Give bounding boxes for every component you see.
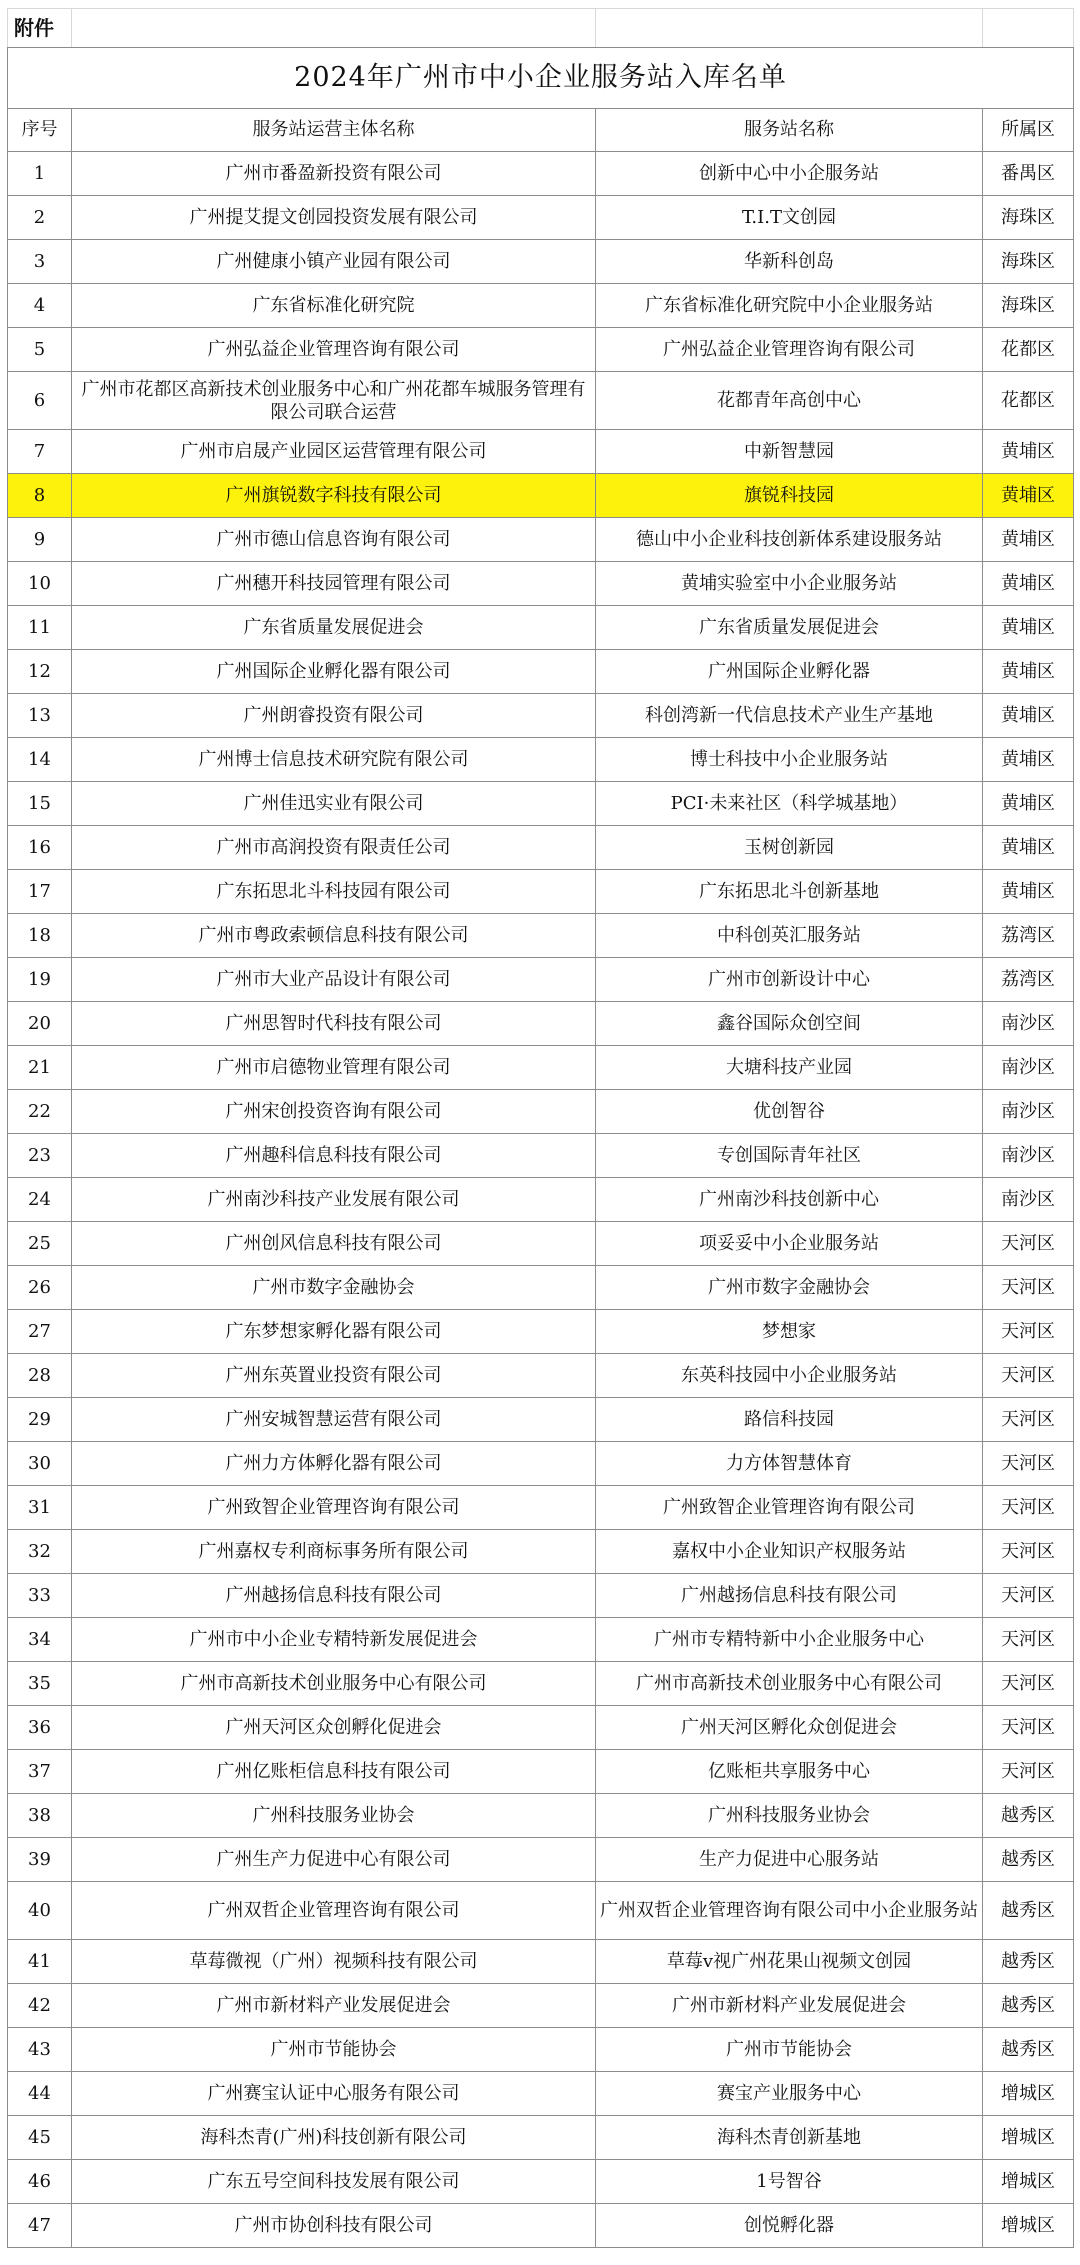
cell-district: 天河区: [983, 1310, 1074, 1354]
cell-district: 荔湾区: [983, 958, 1074, 1002]
empty-cell: [983, 9, 1074, 48]
cell-district: 增城区: [983, 2204, 1074, 2248]
cell-district: 增城区: [983, 2116, 1074, 2160]
cell-operator: 广州力方体孵化器有限公司: [72, 1442, 596, 1486]
cell-station: 海科杰青创新基地: [596, 2116, 983, 2160]
cell-operator: 广州提艾提文创园投资发展有限公司: [72, 196, 596, 240]
cell-seq: 13: [8, 694, 72, 738]
cell-operator: 广东省标准化研究院: [72, 284, 596, 328]
cell-operator: 广州双哲企业管理咨询有限公司: [72, 1882, 596, 1940]
header-station: 服务站名称: [596, 109, 983, 152]
cell-district: 黄埔区: [983, 782, 1074, 826]
cell-operator: 广州佳迅实业有限公司: [72, 782, 596, 826]
cell-station: 广东拓思北斗创新基地: [596, 870, 983, 914]
attachment-row: [8, 9, 1074, 48]
page-title: 2024年广州市中小企业服务站入库名单: [8, 48, 1074, 109]
table-row: [8, 1354, 1074, 1398]
table-row: [8, 914, 1074, 958]
table-row: [8, 1310, 1074, 1354]
cell-seq: 10: [8, 562, 72, 606]
cell-district: 南沙区: [983, 1178, 1074, 1222]
cell-district: 天河区: [983, 1662, 1074, 1706]
cell-seq: 32: [8, 1530, 72, 1574]
cell-seq: 33: [8, 1574, 72, 1618]
cell-district: 黄埔区: [983, 474, 1074, 518]
cell-station: 广州弘益企业管理咨询有限公司: [596, 328, 983, 372]
table-row: [8, 1662, 1074, 1706]
cell-district: 黄埔区: [983, 694, 1074, 738]
cell-station: 博士科技中小企业服务站: [596, 738, 983, 782]
cell-seq: 4: [8, 284, 72, 328]
cell-seq: 20: [8, 1002, 72, 1046]
cell-district: 荔湾区: [983, 914, 1074, 958]
cell-district: 天河区: [983, 1222, 1074, 1266]
cell-district: 越秀区: [983, 1940, 1074, 1984]
cell-station: 创新中心中小企服务站: [596, 152, 983, 196]
table-row: [8, 870, 1074, 914]
cell-operator: 广州趣科信息科技有限公司: [72, 1134, 596, 1178]
cell-seq: 12: [8, 650, 72, 694]
empty-cell: [596, 9, 983, 48]
cell-district: 海珠区: [983, 196, 1074, 240]
cell-operator: 广州穗开科技园管理有限公司: [72, 562, 596, 606]
cell-station: 广州国际企业孵化器: [596, 650, 983, 694]
cell-operator: 广东拓思北斗科技园有限公司: [72, 870, 596, 914]
cell-seq: 15: [8, 782, 72, 826]
cell-seq: 44: [8, 2072, 72, 2116]
title-row: [8, 48, 1074, 109]
table-row: [8, 474, 1074, 518]
cell-seq: 16: [8, 826, 72, 870]
cell-station: 广州市创新设计中心: [596, 958, 983, 1002]
cell-station: 专创国际青年社区: [596, 1134, 983, 1178]
cell-seq: 18: [8, 914, 72, 958]
cell-seq: 14: [8, 738, 72, 782]
cell-station: 广州市专精特新中小企业服务中心: [596, 1618, 983, 1662]
cell-station: 路信科技园: [596, 1398, 983, 1442]
header-seq: 序号: [8, 109, 72, 152]
cell-district: 黄埔区: [983, 606, 1074, 650]
table-row: [8, 2028, 1074, 2072]
cell-station: 创悦孵化器: [596, 2204, 983, 2248]
cell-district: 南沙区: [983, 1134, 1074, 1178]
cell-district: 海珠区: [983, 240, 1074, 284]
cell-district: 天河区: [983, 1486, 1074, 1530]
cell-district: 天河区: [983, 1706, 1074, 1750]
cell-district: 天河区: [983, 1530, 1074, 1574]
table-row: [8, 284, 1074, 328]
header-district: 所属区: [983, 109, 1074, 152]
cell-operator: 广州市启晟产业园区运营管理有限公司: [72, 430, 596, 474]
table-row: [8, 1618, 1074, 1662]
roster-table-body: [8, 9, 1074, 2248]
cell-seq: 23: [8, 1134, 72, 1178]
cell-operator: 广州市节能协会: [72, 2028, 596, 2072]
cell-seq: 26: [8, 1266, 72, 1310]
cell-seq: 27: [8, 1310, 72, 1354]
cell-station: 广州科技服务业协会: [596, 1794, 983, 1838]
cell-station: 赛宝产业服务中心: [596, 2072, 983, 2116]
cell-seq: 45: [8, 2116, 72, 2160]
cell-operator: 广州国际企业孵化器有限公司: [72, 650, 596, 694]
cell-station: 广州南沙科技创新中心: [596, 1178, 983, 1222]
cell-operator: 广州旗锐数字科技有限公司: [72, 474, 596, 518]
cell-station: 梦想家: [596, 1310, 983, 1354]
table-row: [8, 1090, 1074, 1134]
table-row: [8, 1002, 1074, 1046]
cell-operator: 广州市高润投资有限责任公司: [72, 826, 596, 870]
cell-district: 南沙区: [983, 1046, 1074, 1090]
cell-station: 生产力促进中心服务站: [596, 1838, 983, 1882]
table-row: [8, 518, 1074, 562]
cell-district: 黄埔区: [983, 562, 1074, 606]
cell-operator: 广州朗睿投资有限公司: [72, 694, 596, 738]
cell-seq: 11: [8, 606, 72, 650]
cell-station: 亿账柜共享服务中心: [596, 1750, 983, 1794]
table-row: [8, 1706, 1074, 1750]
cell-station: 1号智谷: [596, 2160, 983, 2204]
cell-operator: 广州市高新技术创业服务中心有限公司: [72, 1662, 596, 1706]
cell-station: 广东省质量发展促进会: [596, 606, 983, 650]
table-row: [8, 562, 1074, 606]
table-row: [8, 1530, 1074, 1574]
cell-seq: 38: [8, 1794, 72, 1838]
table-row: [8, 1442, 1074, 1486]
cell-district: 增城区: [983, 2072, 1074, 2116]
cell-seq: 28: [8, 1354, 72, 1398]
cell-district: 越秀区: [983, 2028, 1074, 2072]
cell-operator: 广州市新材料产业发展促进会: [72, 1984, 596, 2028]
cell-operator: 广州致智企业管理咨询有限公司: [72, 1486, 596, 1530]
cell-station: 玉树创新园: [596, 826, 983, 870]
cell-seq: 21: [8, 1046, 72, 1090]
cell-station: 花都青年高创中心: [596, 372, 983, 430]
cell-operator: 广州宋创投资咨询有限公司: [72, 1090, 596, 1134]
table-row: [8, 1178, 1074, 1222]
cell-district: 南沙区: [983, 1090, 1074, 1134]
cell-station: 项妥妥中小企业服务站: [596, 1222, 983, 1266]
cell-operator: 广州东英置业投资有限公司: [72, 1354, 596, 1398]
cell-seq: 25: [8, 1222, 72, 1266]
table-row: [8, 1882, 1074, 1940]
cell-district: 黄埔区: [983, 430, 1074, 474]
cell-station: 草莓v视广州花果山视频文创园: [596, 1940, 983, 1984]
table-row: [8, 2116, 1074, 2160]
table-row: [8, 1838, 1074, 1882]
cell-district: 海珠区: [983, 284, 1074, 328]
cell-district: 黄埔区: [983, 518, 1074, 562]
cell-district: 越秀区: [983, 1882, 1074, 1940]
cell-seq: 43: [8, 2028, 72, 2072]
table-row: [8, 196, 1074, 240]
cell-seq: 9: [8, 518, 72, 562]
cell-district: 越秀区: [983, 1984, 1074, 2028]
table-row: [8, 2072, 1074, 2116]
cell-seq: 5: [8, 328, 72, 372]
cell-station: 旗锐科技园: [596, 474, 983, 518]
cell-seq: 29: [8, 1398, 72, 1442]
cell-operator: 广州市花都区高新技术创业服务中心和广州花都车城服务管理有限公司联合运营: [72, 372, 596, 430]
cell-operator: 广州南沙科技产业发展有限公司: [72, 1178, 596, 1222]
cell-district: 增城区: [983, 2160, 1074, 2204]
table-row: [8, 1940, 1074, 1984]
cell-station: 鑫谷国际众创空间: [596, 1002, 983, 1046]
cell-seq: 24: [8, 1178, 72, 1222]
cell-seq: 47: [8, 2204, 72, 2248]
cell-operator: 广东梦想家孵化器有限公司: [72, 1310, 596, 1354]
empty-cell: [72, 9, 596, 48]
cell-seq: 46: [8, 2160, 72, 2204]
cell-district: 黄埔区: [983, 738, 1074, 782]
header-row: [8, 109, 1074, 152]
cell-seq: 3: [8, 240, 72, 284]
cell-seq: 34: [8, 1618, 72, 1662]
table-row: [8, 1398, 1074, 1442]
cell-station: 华新科创岛: [596, 240, 983, 284]
cell-operator: 广州市中小企业专精特新发展促进会: [72, 1618, 596, 1662]
cell-seq: 36: [8, 1706, 72, 1750]
cell-district: 天河区: [983, 1398, 1074, 1442]
cell-station: 东英科技园中小企业服务站: [596, 1354, 983, 1398]
cell-operator: 广州亿账柜信息科技有限公司: [72, 1750, 596, 1794]
table-row: [8, 328, 1074, 372]
table-row: [8, 1486, 1074, 1530]
attachment-label: 附件: [8, 9, 72, 48]
cell-seq: 35: [8, 1662, 72, 1706]
cell-seq: 41: [8, 1940, 72, 1984]
cell-seq: 1: [8, 152, 72, 196]
cell-operator: 广东五号空间科技发展有限公司: [72, 2160, 596, 2204]
cell-operator: 草莓微视（广州）视频科技有限公司: [72, 1940, 596, 1984]
cell-seq: 40: [8, 1882, 72, 1940]
cell-station: 广州越扬信息科技有限公司: [596, 1574, 983, 1618]
cell-operator: 广州天河区众创孵化促进会: [72, 1706, 596, 1750]
cell-operator: 广州嘉权专利商标事务所有限公司: [72, 1530, 596, 1574]
cell-seq: 31: [8, 1486, 72, 1530]
cell-station: 科创湾新一代信息技术产业生产基地: [596, 694, 983, 738]
table-row: [8, 2204, 1074, 2248]
cell-station: 广州致智企业管理咨询有限公司: [596, 1486, 983, 1530]
cell-district: 天河区: [983, 1750, 1074, 1794]
table-row: [8, 650, 1074, 694]
cell-operator: 广州市番盈新投资有限公司: [72, 152, 596, 196]
cell-station: 广州市数字金融协会: [596, 1266, 983, 1310]
table-row: [8, 430, 1074, 474]
cell-district: 黄埔区: [983, 870, 1074, 914]
cell-station: 嘉权中小企业知识产权服务站: [596, 1530, 983, 1574]
table-row: [8, 240, 1074, 284]
table-row: [8, 782, 1074, 826]
cell-seq: 19: [8, 958, 72, 1002]
cell-operator: 广州市协创科技有限公司: [72, 2204, 596, 2248]
table-row: [8, 1134, 1074, 1178]
cell-operator: 广州市启德物业管理有限公司: [72, 1046, 596, 1090]
cell-district: 越秀区: [983, 1838, 1074, 1882]
cell-district: 番禺区: [983, 152, 1074, 196]
cell-district: 天河区: [983, 1354, 1074, 1398]
cell-station: 广州双哲企业管理咨询有限公司中小企业服务站: [596, 1882, 983, 1940]
cell-district: 黄埔区: [983, 650, 1074, 694]
cell-seq: 30: [8, 1442, 72, 1486]
cell-district: 天河区: [983, 1574, 1074, 1618]
cell-operator: 广州市大业产品设计有限公司: [72, 958, 596, 1002]
cell-district: 南沙区: [983, 1002, 1074, 1046]
cell-operator: 海科杰青(广州)科技创新有限公司: [72, 2116, 596, 2160]
table-row: [8, 958, 1074, 1002]
table-row: [8, 152, 1074, 196]
cell-station: 广州市节能协会: [596, 2028, 983, 2072]
cell-district: 越秀区: [983, 1794, 1074, 1838]
cell-station: 优创智谷: [596, 1090, 983, 1134]
cell-operator: 广州科技服务业协会: [72, 1794, 596, 1838]
cell-station: 力方体智慧体育: [596, 1442, 983, 1486]
table-row: [8, 1574, 1074, 1618]
cell-district: 天河区: [983, 1266, 1074, 1310]
cell-seq: 7: [8, 430, 72, 474]
cell-seq: 39: [8, 1838, 72, 1882]
cell-station: PCI·未来社区（科学城基地）: [596, 782, 983, 826]
cell-district: 天河区: [983, 1442, 1074, 1486]
table-row: [8, 1046, 1074, 1090]
cell-operator: 广州创风信息科技有限公司: [72, 1222, 596, 1266]
cell-seq: 8: [8, 474, 72, 518]
table-row: [8, 1984, 1074, 2028]
cell-seq: 17: [8, 870, 72, 914]
cell-seq: 42: [8, 1984, 72, 2028]
header-operator: 服务站运营主体名称: [72, 109, 596, 152]
cell-operator: 广东省质量发展促进会: [72, 606, 596, 650]
cell-district: 花都区: [983, 372, 1074, 430]
table-row: [8, 2160, 1074, 2204]
table-row: [8, 738, 1074, 782]
cell-operator: 广州越扬信息科技有限公司: [72, 1574, 596, 1618]
cell-district: 黄埔区: [983, 826, 1074, 870]
table-row: [8, 826, 1074, 870]
cell-station: 广东省标准化研究院中小企业服务站: [596, 284, 983, 328]
cell-seq: 2: [8, 196, 72, 240]
cell-station: 德山中小企业科技创新体系建设服务站: [596, 518, 983, 562]
cell-operator: 广州市数字金融协会: [72, 1266, 596, 1310]
cell-district: 天河区: [983, 1618, 1074, 1662]
cell-operator: 广州健康小镇产业园有限公司: [72, 240, 596, 284]
cell-station: T.I.T文创园: [596, 196, 983, 240]
table-row: [8, 1266, 1074, 1310]
cell-operator: 广州博士信息技术研究院有限公司: [72, 738, 596, 782]
cell-station: 大塘科技产业园: [596, 1046, 983, 1090]
cell-operator: 广州安城智慧运营有限公司: [72, 1398, 596, 1442]
cell-operator: 广州市德山信息咨询有限公司: [72, 518, 596, 562]
roster-table: [7, 8, 1074, 2248]
cell-operator: 广州赛宝认证中心服务有限公司: [72, 2072, 596, 2116]
table-row: [8, 1750, 1074, 1794]
cell-seq: 6: [8, 372, 72, 430]
cell-station: 中新智慧园: [596, 430, 983, 474]
table-row: [8, 694, 1074, 738]
cell-station: 广州市新材料产业发展促进会: [596, 1984, 983, 2028]
table-row: [8, 1222, 1074, 1266]
table-row: [8, 606, 1074, 650]
cell-seq: 22: [8, 1090, 72, 1134]
table-row: [8, 372, 1074, 430]
cell-district: 花都区: [983, 328, 1074, 372]
table-row: [8, 1794, 1074, 1838]
cell-station: 广州天河区孵化众创促进会: [596, 1706, 983, 1750]
cell-operator: 广州市粤政索顿信息科技有限公司: [72, 914, 596, 958]
cell-operator: 广州生产力促进中心有限公司: [72, 1838, 596, 1882]
cell-station: 广州市高新技术创业服务中心有限公司: [596, 1662, 983, 1706]
cell-station: 中科创英汇服务站: [596, 914, 983, 958]
cell-station: 黄埔实验室中小企业服务站: [596, 562, 983, 606]
cell-operator: 广州弘益企业管理咨询有限公司: [72, 328, 596, 372]
cell-operator: 广州思智时代科技有限公司: [72, 1002, 596, 1046]
cell-seq: 37: [8, 1750, 72, 1794]
